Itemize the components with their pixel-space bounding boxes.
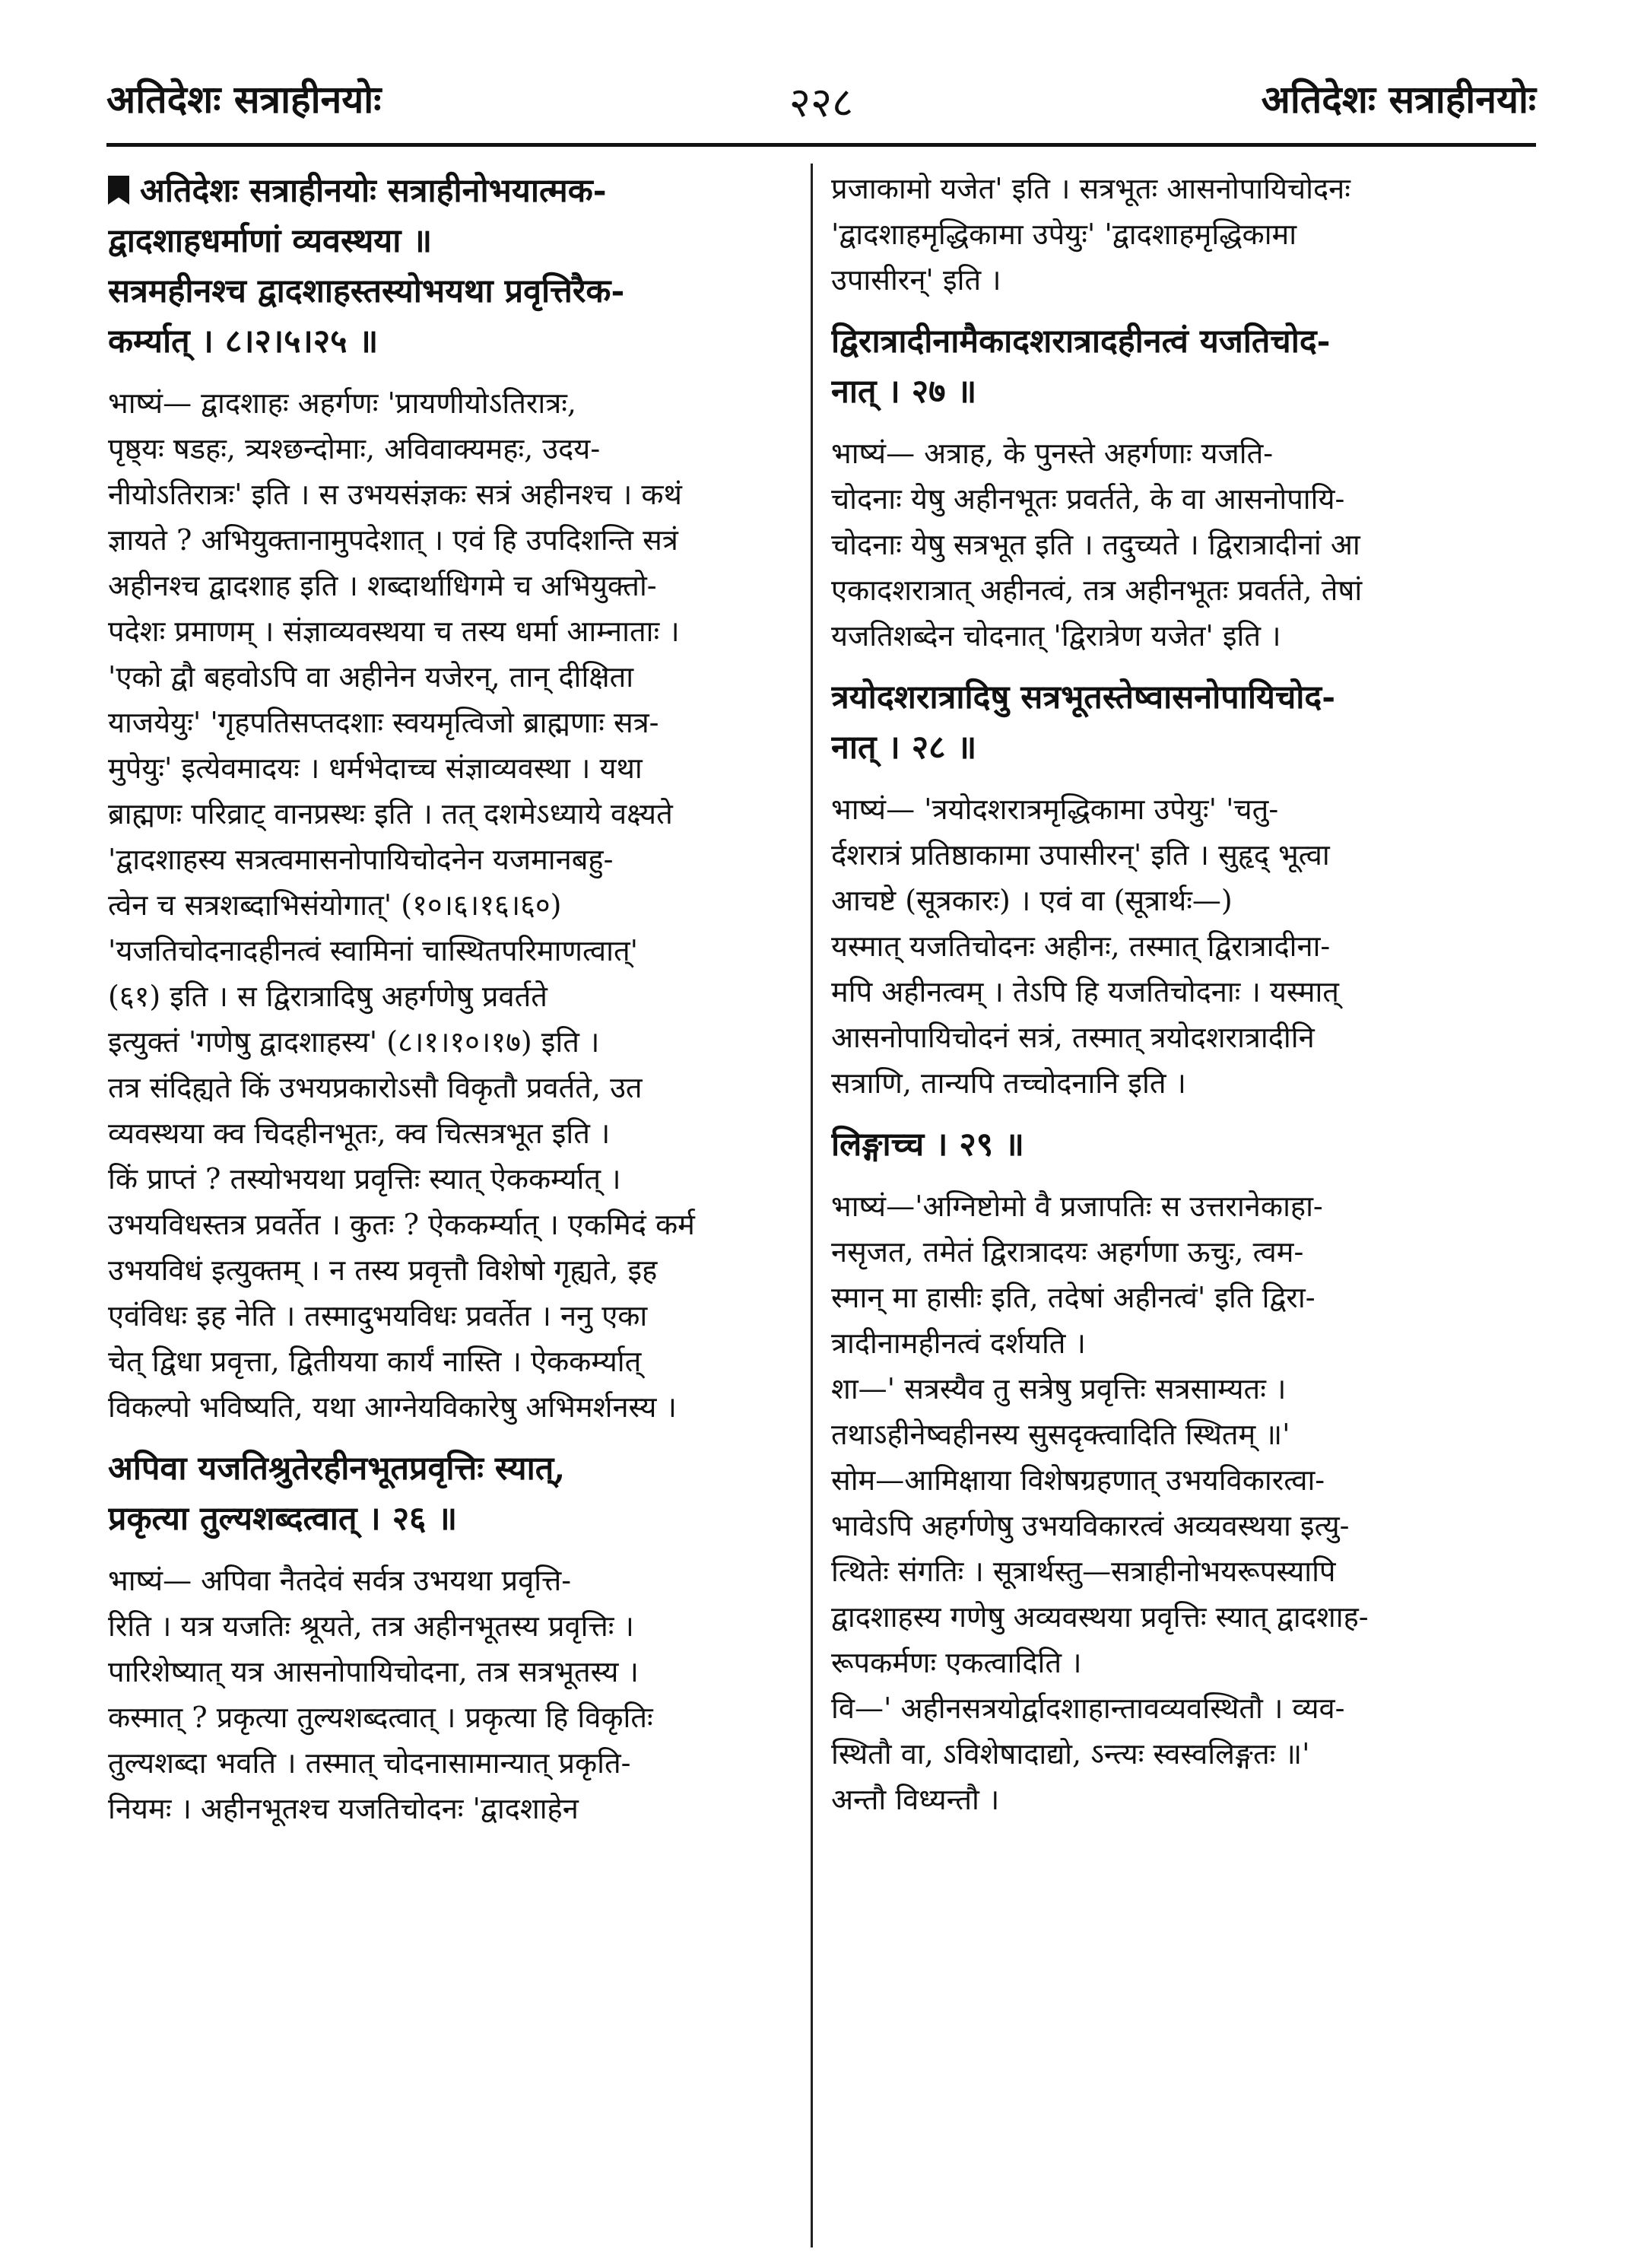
line-text: उपासीरन्' इति । bbox=[831, 263, 1001, 297]
paragraph-gap bbox=[831, 659, 1531, 672]
paragraph-gap bbox=[831, 303, 1531, 316]
text-line bbox=[831, 1060, 1531, 1106]
text-line bbox=[831, 257, 1531, 303]
line-text: अहीनश्च द्वादशाह इति । शब्दार्थाधिगमे च अभियुक्तो- bbox=[108, 569, 657, 602]
line-text: 'यजतिचोदनादहीनत्वं स्वामिनां चास्थितपरिमाणत्वात्' bbox=[108, 934, 639, 967]
text-line bbox=[108, 1786, 796, 1831]
sutra-line bbox=[108, 266, 796, 316]
line-text: त्थितेः संगतिः । सूत्रार्थस्तु—सत्राहीनोभयरूपस्यापि bbox=[831, 1555, 1336, 1588]
line-text: विकल्पो भविष्यति, यथा आग्नेयविकारेषु अभिमर्शनस्य । bbox=[108, 1390, 677, 1424]
text-line bbox=[108, 654, 796, 700]
left-column bbox=[108, 166, 796, 2265]
text-line bbox=[108, 1019, 796, 1065]
line-text: तथाऽहीनेष्वहीनस्य सुसदृक्त्वादिति स्थितम् ॥' bbox=[831, 1418, 1290, 1451]
line-text: याजयेयुः' 'गृहपतिसप्तदशाः स्वयमृत्विजो ब्राह्मणाः सत्र- bbox=[108, 706, 659, 739]
text-line bbox=[831, 211, 1531, 257]
line-text: प्रकृत्या तुल्यशब्दत्वात् । २६ ॥ bbox=[108, 1500, 458, 1538]
text-line bbox=[108, 1740, 796, 1786]
text-line bbox=[831, 1275, 1531, 1320]
text-line bbox=[831, 476, 1531, 522]
line-text: आचष्टे (सूत्रकारः) । एवं वा (सूत्रार्थः—) bbox=[831, 884, 1233, 917]
line-text: भाष्यं— अत्राह, के पुनस्ते अहर्गणाः यजति- bbox=[831, 437, 1274, 470]
line-text: अन्तौ विध्यन्तौ । bbox=[831, 1783, 1000, 1816]
paragraph-gap bbox=[108, 367, 796, 380]
line-text: द्विरात्रादीनामैकादशरात्रादहीनत्वं यजतिचोद- bbox=[831, 322, 1331, 361]
line-text: चेत् द्विधा प्रवृत्ता, द्वितीयया कार्यं नास्ति । ऐककर्म्यात् bbox=[108, 1345, 642, 1378]
text-line bbox=[831, 1457, 1531, 1503]
text-line bbox=[108, 791, 796, 837]
text-line bbox=[831, 1549, 1531, 1594]
line-text: र्दशरात्रं प्रतिष्ठाकामा उपासीरन्' इति । सुहृद् भूत्वा bbox=[831, 838, 1330, 872]
sutra-line bbox=[108, 1494, 796, 1544]
line-text: उभयविधस्तत्र प्रवर्तेत । कुतः ? ऐककर्म्यात् । एकमिदं कर्म bbox=[108, 1208, 695, 1241]
text-line bbox=[108, 517, 796, 563]
line-text: सत्रमहीनश्च द्वादशाहस्तस्योभयथा प्रवृत्तिरैक- bbox=[108, 272, 625, 310]
line-text: सोम—आमिक्षाया विशेषग्रहणात् उभयविकारत्वा- bbox=[831, 1463, 1325, 1497]
line-text: द्वादशाहस्य गणेषु अव्यवस्थया प्रवृत्तिः स्यात् द्वादशाह- bbox=[831, 1600, 1369, 1634]
sutra-line bbox=[108, 1444, 796, 1494]
text-line bbox=[831, 1503, 1531, 1549]
text-line bbox=[108, 380, 796, 426]
text-line bbox=[108, 563, 796, 608]
line-text: भावेऽपि अहर्गणेषु उभयविकारत्वं अव्यवस्थया इत्यु- bbox=[831, 1509, 1350, 1542]
sutra-line bbox=[831, 316, 1531, 367]
paragraph-gap bbox=[831, 1170, 1531, 1183]
column-divider bbox=[811, 164, 813, 2247]
text-line bbox=[831, 613, 1531, 659]
line-text: भाष्यं— अपिवा नैतदेवं सर्वत्र उभयथा प्रवृत्ति- bbox=[108, 1564, 572, 1597]
page-number: २२८ bbox=[789, 78, 854, 126]
text-line bbox=[831, 832, 1531, 878]
sutra-line bbox=[831, 367, 1531, 417]
text-line bbox=[831, 430, 1531, 476]
line-text: कर्म्यात् । ८।२।५।२५ ॥ bbox=[108, 322, 379, 361]
text-line bbox=[831, 786, 1531, 832]
text-line bbox=[831, 923, 1531, 969]
line-text: पदेशः प्रमाणम् । संज्ञाव्यवस्थया च तस्य धर्मा आम्नाताः । bbox=[108, 615, 680, 648]
line-text: ब्राह्मणः परिव्राट् वानप्रस्थः इति । तत् दशमेऽध्याये वक्ष्यते bbox=[108, 797, 673, 831]
line-text: स्मान् मा हासीः इति, तदेषां अहीनत्वं' इति द्विरा- bbox=[831, 1281, 1316, 1314]
running-header bbox=[106, 72, 1536, 133]
line-text: लिङ्गाच्च । २९ ॥ bbox=[831, 1126, 1024, 1164]
text-line bbox=[108, 837, 796, 882]
text-line bbox=[831, 522, 1531, 567]
text-line bbox=[831, 1412, 1531, 1457]
text-line bbox=[831, 1777, 1531, 1822]
line-text: किं प्राप्तं ? तस्योभयथा प्रवृत्तिः स्यात् ऐककर्म्यात् । bbox=[108, 1162, 621, 1196]
line-text: व्यवस्थया क्व चिदहीनभूतः, क्व चित्सत्रभूत इति । bbox=[108, 1117, 611, 1150]
sutra-line bbox=[831, 723, 1531, 773]
text-line bbox=[831, 1685, 1531, 1731]
line-text: यजतिशब्देन चोदनात् 'द्विरात्रेण यजेत' इति । bbox=[831, 619, 1281, 653]
header-right-title: अतिदेशः सत्राहीनयोः bbox=[1261, 77, 1536, 122]
text-line bbox=[108, 1558, 796, 1603]
sutra-line bbox=[108, 316, 796, 367]
paragraph-gap bbox=[831, 773, 1531, 786]
text-line bbox=[831, 878, 1531, 923]
sutra-line bbox=[108, 166, 796, 216]
line-text: पृष्ठ्यः षडहः, त्र्यश्छन्दोमाः, अविवाक्यमहः, उदय- bbox=[108, 432, 601, 465]
right-column bbox=[831, 166, 1531, 2265]
line-text: मपि अहीनत्वम् । तेऽपि हि यजतिचोदनाः । यस्मात् bbox=[831, 975, 1339, 1009]
line-text: नसृजत, तमेतं द्विरात्रादयः अहर्गणा ऊचुः, त्वम- bbox=[831, 1235, 1304, 1269]
line-text: उभयविधं इत्युक्तम् । न तस्य प्रवृत्तौ विशेषो गृह्यते, इह bbox=[108, 1253, 658, 1287]
text-line bbox=[108, 472, 796, 517]
text-line bbox=[108, 1384, 796, 1430]
text-line bbox=[108, 700, 796, 745]
line-text: भाष्यं— द्वादशाहः अहर्गणः 'प्रायणीयोऽतिरात्रः, bbox=[108, 386, 576, 420]
line-text: नियमः । अहीनभूतश्च यजतिचोदनः 'द्वादशाहेन bbox=[108, 1792, 579, 1825]
line-text: रूपकर्मणः एकत्वादिति । bbox=[831, 1646, 1082, 1679]
text-line bbox=[108, 745, 796, 791]
text-line bbox=[831, 1731, 1531, 1777]
text-line bbox=[108, 882, 796, 928]
line-text: वि—' अहीनसत्रयोर्द्वादशाहान्तावव्यवस्थितौ । व्यव- bbox=[831, 1691, 1345, 1725]
line-text: भाष्यं—'अग्निष्टोमो वै प्रजापतिः स उत्तरानेकाहा- bbox=[831, 1190, 1323, 1223]
line-text: त्रयोदशरात्रादिषु सत्रभूतस्तेष्वासनोपायिचोद- bbox=[831, 678, 1336, 716]
line-text: भाष्यं— 'त्रयोदशरात्रमृद्धिकामा उपेयुः' 'चतु- bbox=[831, 793, 1279, 826]
line-text: रिति । यत्र यजतिः श्रूयते, तत्र अहीनभूतस्य प्रवृत्तिः । bbox=[108, 1609, 634, 1643]
bookmark-icon bbox=[108, 176, 129, 205]
line-text: शा—' सत्रस्यैव तु सत्रेषु प्रवृत्तिः सत्रसाम्यतः । bbox=[831, 1372, 1287, 1406]
line-text: 'एको द्वौ बहवोऽपि वा अहीनेन यजेरन्, तान् दीक्षिता bbox=[108, 660, 634, 694]
text-line bbox=[831, 1183, 1531, 1229]
paragraph-gap bbox=[108, 1544, 796, 1558]
text-line bbox=[108, 608, 796, 654]
line-text: नीयोऽतिरात्रः' इति । स उभयसंज्ञकः सत्रं अहीनश्च । कथं bbox=[108, 478, 682, 511]
line-text: चोदनाः येषु सत्रभूत इति । तदुच्यते । द्विरात्रादीनां आ bbox=[831, 528, 1360, 561]
line-text: अपिवा यजतिश्रुतेरहीनभूतप्रवृत्तिः स्यात्, bbox=[108, 1450, 566, 1488]
line-text: त्वेन च सत्रशब्दाभिसंयोगात्' (१०।६।१६।६०) bbox=[108, 888, 562, 922]
text-line bbox=[831, 1320, 1531, 1366]
text-line bbox=[831, 1594, 1531, 1640]
text-line bbox=[831, 1015, 1531, 1060]
line-text: 'द्वादशाहमृद्धिकामा उपेयुः' 'द्वादशाहमृद्धिकामा bbox=[831, 218, 1297, 251]
line-text: आसनोपायिचोदनं सत्रं, तस्मात् त्रयोदशरात्रादीनि bbox=[831, 1021, 1315, 1054]
text-line bbox=[108, 974, 796, 1019]
text-line bbox=[831, 1640, 1531, 1685]
text-line bbox=[108, 1695, 796, 1740]
text-line bbox=[108, 1339, 796, 1384]
text-line bbox=[831, 1366, 1531, 1412]
paragraph-gap bbox=[831, 417, 1531, 430]
text-line bbox=[108, 426, 796, 472]
line-text: प्रजाकामो यजेत' इति । सत्रभूतः आसनोपायिचोदनः bbox=[831, 172, 1350, 205]
text-line bbox=[108, 1202, 796, 1247]
text-line bbox=[108, 1293, 796, 1339]
line-text: अतिदेशः सत्राहीनयोः सत्राहीनोभयात्मक- bbox=[140, 172, 607, 210]
text-line bbox=[831, 1229, 1531, 1275]
line-text: एकादशरात्रात् अहीनत्वं, तत्र अहीनभूतः प्रवर्तते, तेषां bbox=[831, 573, 1363, 607]
text-line bbox=[108, 1110, 796, 1156]
line-text: चोदनाः येषु अहीनभूतः प्रवर्तते, के वा आसनोपायि- bbox=[831, 482, 1345, 516]
line-text: नात् । २७ ॥ bbox=[831, 373, 977, 411]
line-text: तुल्यशब्दा भवति । तस्मात् चोदनासामान्यात् प्रकृति- bbox=[108, 1746, 631, 1780]
text-line bbox=[108, 928, 796, 974]
line-text: कस्मात् ? प्रकृत्या तुल्यशब्दत्वात् । प्रकृत्या हि विकृतिः bbox=[108, 1701, 653, 1734]
line-text: त्रादीनामहीनत्वं दर्शयति । bbox=[831, 1326, 1086, 1360]
line-text: मुपेयुः' इत्येवमादयः । धर्मभेदाच्च संज्ञाव्यवस्था । यथा bbox=[108, 751, 643, 785]
text-line bbox=[831, 969, 1531, 1015]
sutra-line bbox=[108, 216, 796, 266]
text-line bbox=[831, 567, 1531, 613]
line-text: यस्मात् यजतिचोदनः अहीनः, तस्मात् द्विरात्रादीना- bbox=[831, 929, 1331, 963]
line-text: एवंविधः इह नेति । तस्मादुभयविधः प्रवर्तेत । ननु एका bbox=[108, 1299, 648, 1333]
line-text: द्वादशाहधर्माणां व्यवस्थया ॥ bbox=[108, 222, 433, 260]
line-text: 'द्वादशाहस्य सत्रत्वमासनोपायिचोदनेन यजमानबहु- bbox=[108, 843, 614, 876]
sutra-line bbox=[831, 672, 1531, 723]
line-text: ज्ञायते ? अभियुक्तानामुपदेशात् । एवं हि उपदिशन्ति सत्रं bbox=[108, 523, 678, 557]
text-line bbox=[108, 1156, 796, 1202]
header-left-title: अतिदेशः सत्राहीनयोः bbox=[106, 77, 382, 122]
line-text: नात् । २८ ॥ bbox=[831, 729, 977, 767]
text-line bbox=[108, 1649, 796, 1695]
text-line bbox=[108, 1247, 796, 1293]
line-text: पारिशेष्यात् यत्र आसनोपायिचोदना, तत्र सत्रभूतस्य । bbox=[108, 1655, 639, 1688]
header-rule bbox=[106, 143, 1536, 147]
text-line bbox=[108, 1603, 796, 1649]
line-text: तत्र संदिह्यते किं उभयप्रकारोऽसौ विकृतौ प्रवर्तते, उत bbox=[108, 1071, 643, 1104]
sutra-line bbox=[831, 1120, 1531, 1170]
paragraph-gap bbox=[831, 1106, 1531, 1120]
line-text: इत्युक्तं 'गणेषु द्वादशाहस्य' (८।१।१०।१७) इति । bbox=[108, 1025, 600, 1059]
line-text: सत्राणि, तान्यपि तच्चोदनानि इति । bbox=[831, 1066, 1186, 1100]
text-line bbox=[831, 166, 1531, 211]
line-text: स्थितौ वा, ऽविशेषादाद्यो, ऽन्त्यः स्वस्वलिङ्गतः ॥' bbox=[831, 1737, 1310, 1771]
paragraph-gap bbox=[108, 1430, 796, 1444]
line-text: (६१) इति । स द्विरात्रादिषु अहर्गणेषु प्रवर्तते bbox=[108, 980, 547, 1013]
text-line bbox=[108, 1065, 796, 1110]
